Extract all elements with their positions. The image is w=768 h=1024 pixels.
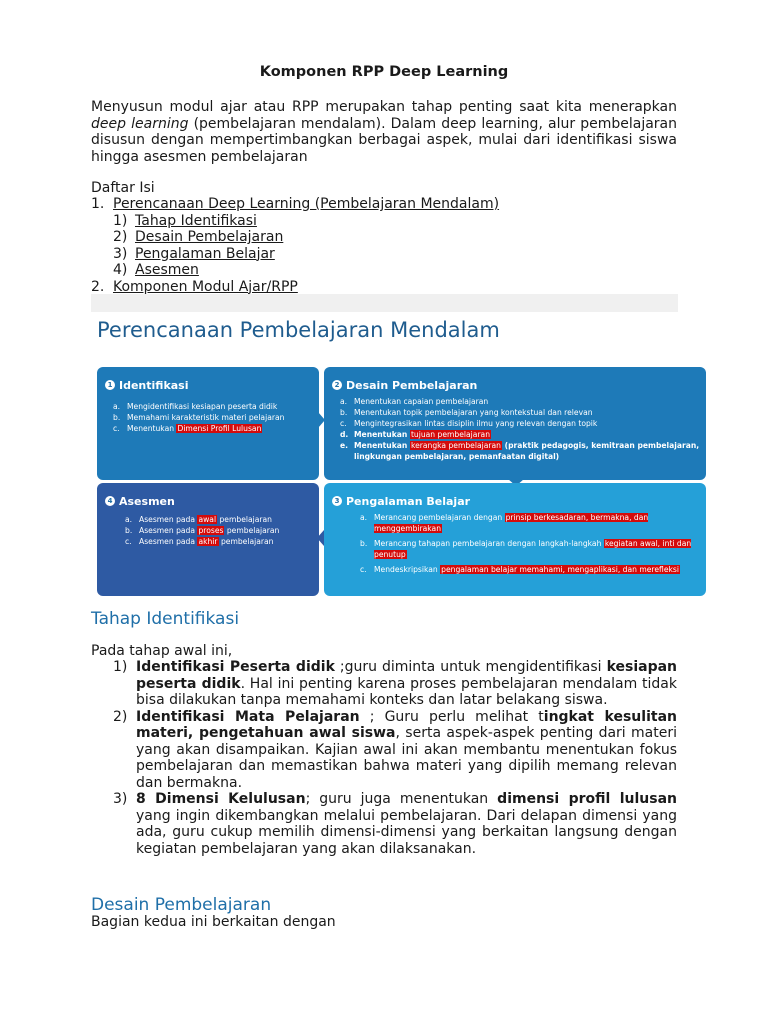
- item-number: 1): [113, 659, 128, 675]
- list-item: [360, 538, 700, 560]
- infographic-title: Perencanaan Pembelajaran Mendalam: [97, 318, 500, 342]
- table-of-contents: [91, 196, 499, 295]
- card-title: Identifikasi: [119, 379, 189, 392]
- toc-subnum: 1): [113, 212, 128, 229]
- step-badge: 3: [332, 496, 342, 506]
- highlight: prinsip berkesadaran, bermakna, dan menggembirakan: [374, 513, 649, 533]
- item-letter: b.: [125, 526, 133, 535]
- item-text: Menentukan: [127, 424, 177, 433]
- item-bold: dimensi profil lulusan: [497, 791, 678, 807]
- toc-link-perencanaan[interactable]: Perencanaan Deep Learning (Pembelajaran Mendalam): [113, 196, 500, 212]
- highlight: tujuan pembelajaran: [410, 430, 491, 439]
- list-item: [340, 429, 700, 440]
- list-item: [360, 512, 700, 534]
- highlight: pengalaman belajar memahami, mengaplikasi, dan merefleksi: [441, 565, 679, 574]
- toc-subnum: 3): [113, 245, 128, 262]
- item-letter: b.: [340, 408, 348, 417]
- item-letter: d.: [340, 430, 349, 439]
- toc-num: 2.: [91, 278, 105, 295]
- item-text: Menentukan: [354, 441, 410, 450]
- step-badge: 2: [332, 380, 342, 390]
- item-text: Asesmen pada: [139, 526, 198, 535]
- item-text: (praktik pedagogis, kemitraan pembelajaran, lingkungan pembelajaran, pemanfaatan digital): [354, 441, 700, 461]
- card-list: [113, 401, 313, 434]
- list-item: [125, 536, 313, 547]
- card-list: [125, 514, 313, 547]
- toc-subnum: 4): [113, 262, 128, 278]
- item-text: yang ingin dikembangkan melalui pembelajaran. Dari delapan dimensi yang ada, guru cukup memilih dimensi-dimensi yang berkaitan langsung dengan kegiatan pembelajaran yang akan dilaksanakan.: [136, 807, 677, 857]
- intro-text-1: Menyusun modul ajar atau RPP merupakan tahap penting saat kita menerapkan: [91, 99, 677, 115]
- highlight: proses: [198, 526, 224, 535]
- flow-arrow-left: [317, 530, 324, 546]
- item-text: ; Guru perlu melihat t: [359, 708, 544, 725]
- toc-link-tahap-identifikasi[interactable]: Tahap Identifikasi: [135, 212, 257, 229]
- highlight: kegiatan awal, inti dan penutup: [374, 539, 692, 559]
- item-text: Merancang tahapan pembelajaran dengan langkah-langkah: [374, 539, 604, 548]
- card-title: Desain Pembelajaran: [346, 379, 478, 392]
- card-title: Pengalaman Belajar: [346, 495, 471, 508]
- item-text: Memahami karakteristik materi pelajaran: [127, 413, 285, 422]
- item-letter: c.: [360, 565, 367, 574]
- card-identifikasi: [97, 367, 319, 480]
- toc-num: 1.: [91, 196, 105, 212]
- item-bold: kesiapan peserta didik: [136, 659, 678, 692]
- item-bold: 8 Dimensi Kelulusan: [136, 791, 306, 807]
- intro-text-2: (pembelajaran mendalam). Dalam deep learning, alur pembelajaran disusun dengan mempertimbangkan berbagai aspek, mulai dari identifikasi siswa hingga asesmen pembelajaran: [91, 115, 677, 165]
- card-asesmen: [97, 483, 319, 596]
- item-bold: Identifikasi Peserta didik: [136, 659, 335, 675]
- item-letter: a.: [125, 515, 133, 524]
- item-bold: Identifikasi Mata Pelajaran: [136, 708, 360, 725]
- item-bold: ingkat kesulitan materi, pengetahuan awal siswa: [136, 708, 677, 741]
- item-letter: b.: [360, 539, 368, 548]
- item-letter: b.: [113, 413, 121, 422]
- item-text: Menentukan capaian pembelajaran: [354, 397, 489, 406]
- item-text: , serta aspek-aspek penting dari materi yang akan disampaikan. Kajian awal ini akan membantu menentukan fokus pembelajaran dan memastikan bahwa materi yang dipilih memang relevan dan bermakna.: [136, 725, 677, 791]
- list-item: [113, 709, 677, 792]
- item-text: pembelajaran: [217, 515, 272, 524]
- item-number: 2): [113, 708, 128, 725]
- list-item: [360, 564, 700, 575]
- list-item: [113, 401, 313, 412]
- heading-tahap-identifikasi: Tahap Identifikasi: [91, 609, 240, 629]
- step-badge: 1: [105, 380, 115, 390]
- item-letter: a.: [340, 397, 348, 406]
- item-text: ;guru diminta untuk mengidentifikasi: [334, 659, 607, 675]
- item-text: Asesmen pada: [139, 515, 198, 524]
- item-number: 3): [113, 791, 128, 807]
- list-item: [340, 396, 700, 407]
- toc-link-pengalaman-belajar[interactable]: Pengalaman Belajar: [135, 245, 275, 262]
- desain-lead: Bagian kedua ini berkaitan dengan: [91, 914, 336, 930]
- toc-heading: Daftar Isi: [91, 180, 155, 196]
- item-text: Mengidentifikasi kesiapan peserta didik: [127, 402, 278, 411]
- identifikasi-lead: Pada tahap awal ini,: [91, 643, 233, 659]
- item-text: Mendeskripsikan: [374, 565, 441, 574]
- item-text: . Hal ini penting karena proses pembelajaran mendalam tidak bisa dilakukan tanpa memahami konteks dan latar belakang siswa.: [136, 675, 677, 708]
- item-letter: a.: [113, 402, 121, 411]
- item-text: pembelajaran: [218, 537, 274, 546]
- highlight: awal: [198, 515, 217, 524]
- item-text: Mengintegrasikan lintas disiplin ilmu yang relevan dengan topik: [354, 419, 598, 428]
- card-list: [340, 396, 700, 462]
- item-letter: c.: [113, 424, 120, 433]
- item-letter: a.: [360, 513, 368, 522]
- step-badge: 4: [105, 496, 115, 506]
- list-item: [340, 418, 700, 429]
- item-letter: e.: [340, 441, 349, 450]
- list-item: [113, 659, 677, 709]
- page-title: Komponen RPP Deep Learning: [259, 64, 509, 80]
- list-item: [125, 514, 313, 525]
- intro-paragraph: [91, 99, 677, 165]
- card-desain: [324, 367, 706, 480]
- list-item: [340, 440, 700, 462]
- item-text: pembelajaran: [224, 526, 280, 535]
- heading-desain-pembelajaran: Desain Pembelajaran: [91, 895, 272, 915]
- list-item: [113, 423, 313, 434]
- section-divider: [91, 294, 678, 312]
- infographic: [91, 312, 707, 602]
- list-item: [125, 525, 313, 536]
- item-text: Menentukan topik pembelajaran yang kontekstual dan relevan: [354, 408, 593, 417]
- intro-italic: deep learning: [91, 115, 189, 132]
- card-pengalaman: [324, 483, 706, 596]
- item-text: Asesmen pada: [139, 537, 198, 546]
- highlight: Dimensi Profil Lulusan: [177, 424, 262, 433]
- card-list: [360, 512, 700, 575]
- highlight: kerangka pembelajaran: [410, 441, 501, 450]
- list-item: [113, 412, 313, 423]
- identifikasi-list: [113, 659, 677, 857]
- toc-link-komponen-modul[interactable]: Komponen Modul Ajar/RPP: [113, 278, 298, 295]
- item-text: Merancang pembelajaran dengan: [374, 513, 505, 522]
- item-text: ; guru juga menentukan: [305, 791, 498, 807]
- highlight: akhir: [198, 537, 218, 546]
- item-letter: c.: [340, 419, 347, 428]
- card-title: Asesmen: [119, 495, 175, 508]
- list-item: [113, 791, 677, 857]
- item-text: Menentukan: [354, 430, 410, 439]
- list-item: [340, 407, 700, 418]
- item-letter: c.: [125, 537, 132, 546]
- toc-link-desain-pembelajaran[interactable]: Desain Pembelajaran: [135, 229, 284, 245]
- toc-subnum: 2): [113, 229, 128, 245]
- toc-link-asesmen[interactable]: Asesmen: [135, 262, 199, 278]
